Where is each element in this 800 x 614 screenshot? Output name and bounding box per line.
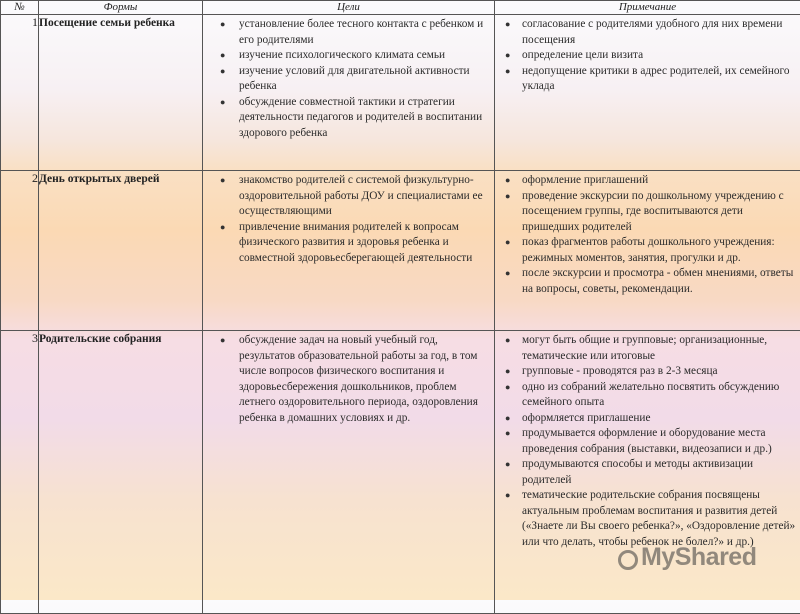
bullet-icon: ● <box>505 426 510 442</box>
goals-list <box>203 171 494 266</box>
watermark <box>618 543 756 572</box>
list-item-text: групповые - проводятся раз в 2-3 месяца <box>522 365 718 377</box>
list-item <box>203 220 492 267</box>
row-goals <box>203 331 495 614</box>
watermark-text: MyShared <box>641 543 756 571</box>
row-number: 3 <box>1 331 39 614</box>
bullet-icon: ● <box>505 411 510 427</box>
list-item-text: согласование с родителями удобного для них времени посещения <box>522 18 782 46</box>
list-item <box>495 173 798 189</box>
bullet-icon: ● <box>220 173 225 189</box>
row-number: 2 <box>1 171 39 331</box>
header-notes: Примечание <box>495 1 800 15</box>
list-item <box>203 95 492 142</box>
table-row <box>1 171 800 331</box>
list-item <box>203 17 492 48</box>
goals-list <box>203 331 494 426</box>
row-form: Родительские собрания <box>39 331 203 614</box>
list-item-text: недопущение критики в адрес родителей, их семейного уклада <box>522 65 790 93</box>
list-item-text: оформление приглашений <box>522 174 648 186</box>
notes-list <box>495 15 800 95</box>
notes-list <box>495 331 800 550</box>
row-form: Посещение семьи ребенка <box>39 15 203 171</box>
bullet-icon: ● <box>505 64 510 80</box>
table-row <box>1 15 800 171</box>
list-item-text: привлечение внимания родителей к вопросам физического развития и здоровья ребенка и совместной здоровьесберегающей деятельности <box>239 221 472 264</box>
list-item-text: могут быть общие и групповые; организационные, тематические или итоговые <box>522 334 767 362</box>
bullet-icon: ● <box>220 333 225 349</box>
list-item-text: проведение экскурсии по дошкольному учреждению с посещением группы, где воспитываются дети пришедших родителей <box>522 190 784 233</box>
table-header-row <box>1 1 800 15</box>
row-form: День открытых дверей <box>39 171 203 331</box>
list-item-text: изучение условий для двигательной активности ребенка <box>239 65 470 93</box>
list-item-text: определение цели визита <box>522 49 643 61</box>
bullet-icon: ● <box>505 488 510 504</box>
row-number: 1 <box>1 15 39 171</box>
bullet-icon: ● <box>505 333 510 349</box>
list-item-text: одно из собраний желательно посвятить обсуждению семейного опыта <box>522 381 779 409</box>
bullet-icon: ● <box>505 364 510 380</box>
list-item <box>495 364 798 380</box>
list-item <box>495 17 798 48</box>
bullet-icon: ● <box>505 17 510 33</box>
header-forms: Формы <box>39 1 203 15</box>
list-item <box>495 380 798 411</box>
list-item-text: обсуждение задач на новый учебный год, результатов образовательной работы за год, в том числе вопросов физического воспитания и здоровьесбережения дошкольников, проблем летнего оздоровительного периода, оздоровления ребенка в домашних условиях и др. <box>239 334 478 424</box>
bullet-icon: ● <box>220 95 225 111</box>
row-goals <box>203 15 495 171</box>
list-item-text: установление более тесного контакта с ребенком и его родителями <box>239 18 483 46</box>
bullet-icon: ● <box>220 48 225 64</box>
bullet-icon: ● <box>505 48 510 64</box>
list-item <box>495 48 798 64</box>
bullet-icon: ● <box>220 17 225 33</box>
bullet-icon: ● <box>220 64 225 80</box>
list-item <box>203 48 492 64</box>
list-item <box>203 333 492 426</box>
goals-list <box>203 15 494 141</box>
list-item-text: знакомство родителей с системой физкультурно-оздоровительной работы ДОУ и специалистами ее осуществляющими <box>239 174 483 217</box>
watermark-logo-icon <box>618 550 638 570</box>
list-item <box>495 189 798 236</box>
list-item-text: изучение психологического климата семьи <box>239 49 445 61</box>
list-item <box>495 333 798 364</box>
list-item <box>495 64 798 95</box>
list-item-text: оформляется приглашение <box>522 412 650 424</box>
row-goals <box>203 171 495 331</box>
bullet-icon: ● <box>505 457 510 473</box>
list-item <box>203 64 492 95</box>
list-item-text: продумываются способы и методы активизации родителей <box>522 458 753 486</box>
list-item-text: после экскурсии и просмотра - обмен мнениями, ответы на вопросы, советы, рекомендации. <box>522 267 793 295</box>
row-notes <box>495 15 800 171</box>
list-item-text: тематические родительские собрания посвящены актуальным проблемам воспитания и развития детей («Знаете ли Вы своего ребенка?», «Оздоровление детей» или что делать, чтобы ребенок не болел?» и др.) <box>522 489 795 548</box>
list-item <box>203 173 492 220</box>
list-item-text: показ фрагментов работы дошкольного учреждения: режимных моментов, занятия, прогулки и др. <box>522 236 775 264</box>
notes-list <box>495 171 800 297</box>
bullet-icon: ● <box>505 189 510 205</box>
header-num: № <box>1 1 39 15</box>
list-item <box>495 411 798 427</box>
list-item <box>495 488 798 550</box>
bullet-icon: ● <box>505 235 510 251</box>
list-item-text: обсуждение совместной тактики и стратегии деятельности педагогов и родителей в воспитании здорового ребенка <box>239 96 482 139</box>
list-item <box>495 426 798 457</box>
bullet-icon: ● <box>220 220 225 236</box>
bullet-icon: ● <box>505 266 510 282</box>
list-item <box>495 266 798 297</box>
header-goals: Цели <box>203 1 495 15</box>
list-item-text: продумывается оформление и оборудование места проведения собрания (выставки, видеозаписи и др.) <box>522 427 772 455</box>
bullet-icon: ● <box>505 380 510 396</box>
bullet-icon: ● <box>505 173 510 189</box>
row-notes <box>495 171 800 331</box>
list-item <box>495 235 798 266</box>
list-item <box>495 457 798 488</box>
